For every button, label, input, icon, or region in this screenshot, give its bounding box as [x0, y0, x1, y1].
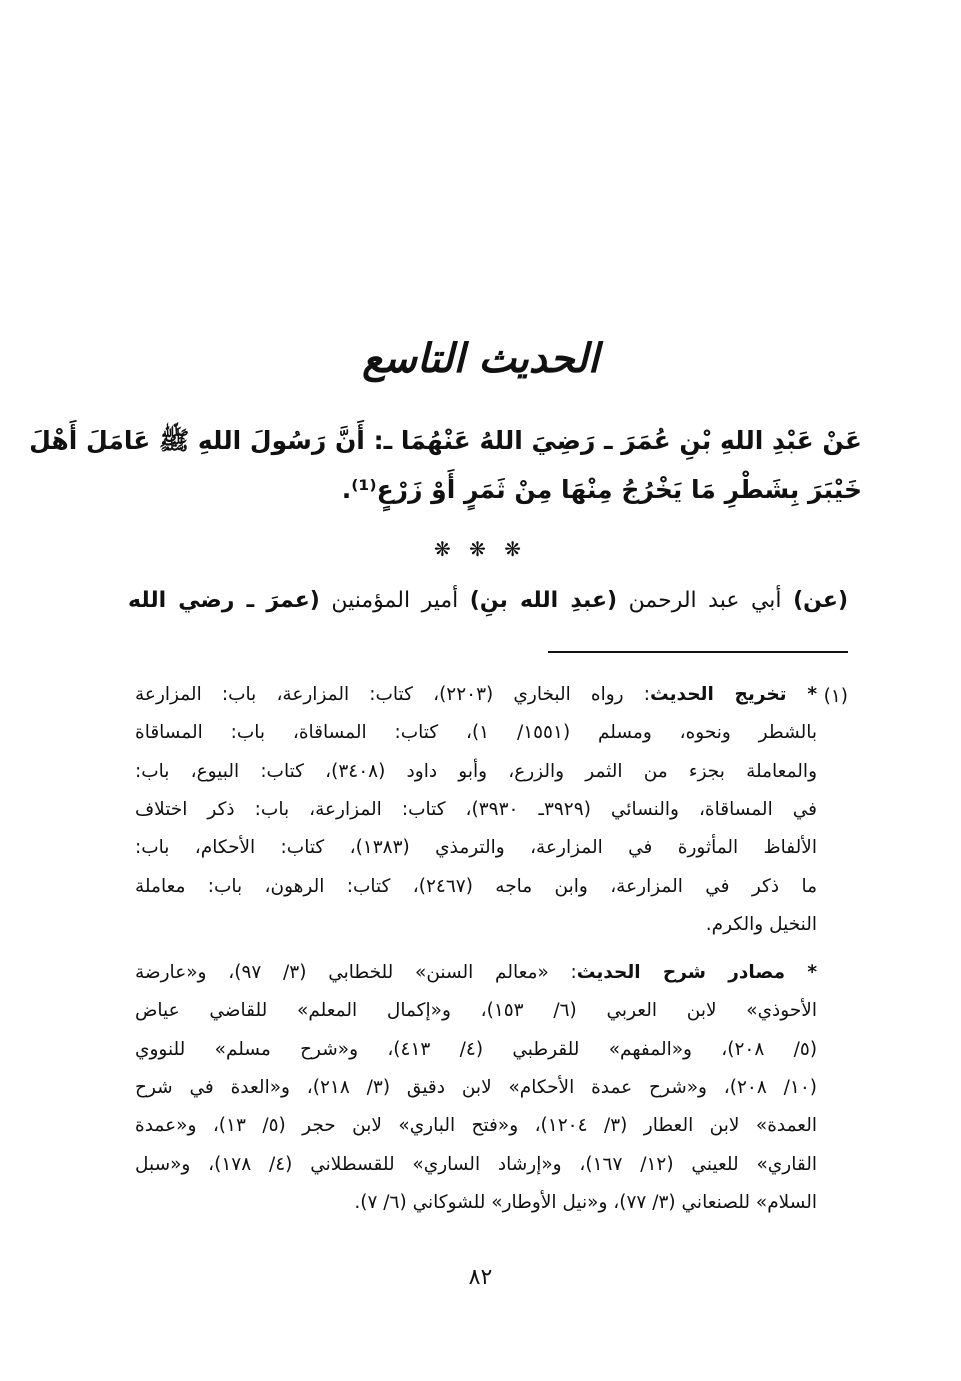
footnote-line: [135, 1000, 817, 1021]
footnote-text: الأحوذي» لابن العربي (٦/ ١٥٣)، و«إكمال المعلم» للقاضي عياض: [135, 1000, 817, 1022]
commentary-term: (عبدِ الله بنِ): [469, 588, 618, 613]
footnote-text: النخيل والكرم.: [705, 913, 817, 935]
commentary-line: [128, 588, 848, 613]
footnote-text: : «معالم السنن» للخطابي (٣/ ٩٧)، و«عارضة: [135, 962, 577, 983]
footnote-divider: [548, 651, 848, 653]
footnote-line: [135, 1192, 817, 1213]
footnote-line: [135, 914, 817, 935]
page-number: ٨٢: [468, 1265, 493, 1290]
footnote-line: [135, 1154, 817, 1175]
chapter-title: الحديث التاسع: [362, 335, 599, 382]
footnote-number: (١): [823, 686, 848, 707]
footnote-text: (٥/ ٢٠٨)، و«المفهم» للقرطبي (٤/ ٤١٣)، و«شرح مسلم» للنووي: [135, 1038, 818, 1060]
footnote-line: [135, 799, 817, 820]
footnote-line: [135, 1077, 817, 1098]
footnote-text: والمعاملة بجزء من الثمر والزرع، وأبو داود (٣٤٠٨)، كتاب: البيوع، باب:: [135, 760, 818, 782]
footnote-line: [135, 876, 817, 897]
footnote-text: في المساقاة، والنسائي (٣٩٢٩ـ ٣٩٣٠)، كتاب: المزارعة، باب: ذكر اختلاف: [135, 798, 817, 820]
footnote-text: : رواه البخاري (٢٢٠٣)، كتاب: المزارعة، باب: المزارعة: [135, 684, 650, 705]
footnote-line: [135, 1115, 817, 1136]
footnote-line: [135, 1039, 817, 1060]
footnote-line: [135, 684, 817, 705]
commentary-text: أبي عبد الرحمن: [617, 588, 794, 613]
footnote-text: بالشطر ونحوه، ومسلم (١٥٥١/ ١)، كتاب: المساقاة، باب: المساقاة: [135, 722, 817, 744]
hadith-line-1: عَنْ عَبْدِ اللهِ بْنِ عُمَرَ ـ رَضِيَ اللهُ عَنْهُمَا ـ: أَنَّ رَسُولَ اللهِ ﷺ عَامَلَ أَهْلَ: [29, 426, 862, 455]
footnote-text: العمدة» لابن العطار (٣/ ١٢٠٤)، و«فتح الباري» لابن حجر (٥/ ١٣)، و«عمدة: [135, 1115, 817, 1137]
footnote-text: السلام» للصنعاني (٣/ ٧٧)، و«نيل الأوطار» للشوكاني (٦/ ٧).: [354, 1191, 817, 1213]
footnote-text: (١٠/ ٢٠٨)، و«شرح عمدة الأحكام» لابن دقيق (٣/ ٢١٨)، و«العدة في شرح: [135, 1076, 817, 1098]
commentary-term: (عمرَ ـ رضي الله: [128, 588, 320, 613]
footnote-line: [135, 761, 817, 782]
footnote-text: ما ذكر في المزارعة، وابن ماجه (٢٤٦٧)، كتاب: الرهون، باب: معاملة: [135, 875, 817, 897]
footnote-line: [135, 837, 817, 858]
footnote-heading: * تخريج الحديث: [650, 684, 817, 705]
footnote-line: [135, 962, 817, 983]
footnote-text: القاري» للعيني (١٢/ ١٦٧)، و«إرشاد الساري» للقسطلاني (٤/ ١٧٨)، و«سبل: [135, 1153, 817, 1175]
commentary-text: أمير المؤمنين: [319, 588, 470, 613]
footnote-heading: * مصادر شرح الحديث: [576, 962, 818, 983]
section-separator: ❋ ❋ ❋: [434, 537, 527, 561]
footnote-line: [135, 722, 817, 743]
commentary-term: (عن): [793, 588, 848, 613]
hadith-line-2: خَيْبَرَ بِشَطْرِ مَا يَخْرُجُ مِنْهَا مِنْ ثَمَرٍ أَوْ زَرْعٍ⁽¹⁾.: [341, 475, 862, 504]
footnote-text: الألفاظ المأثورة في المزارعة، والترمذي (١٣٨٣)، كتاب: الأحكام، باب:: [135, 837, 817, 859]
